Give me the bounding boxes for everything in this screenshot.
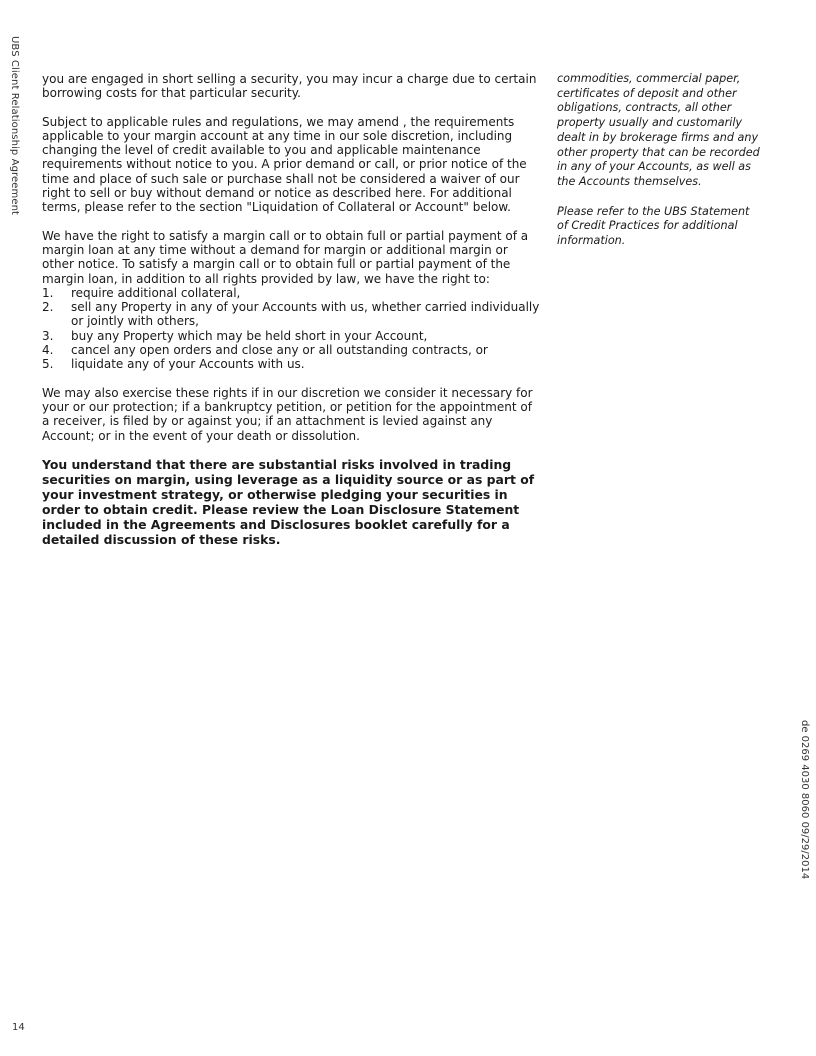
sidebar-note-property: commodities, commercial paper, certificates of deposit and other obligations, contracts, all other property usually and customarily dealt in by brokerage firms and any other property that can be recorded in any of your Accounts, as well as the Accounts themselves.: [557, 72, 760, 188]
list-item: [42, 357, 542, 371]
sidebar-column: [557, 72, 762, 264]
list-item: [42, 343, 542, 357]
sidebar-note-credit-practices: Please refer to the UBS Statement of Credit Practices for additional information.: [557, 204, 750, 248]
list-item: [42, 300, 542, 329]
list-item-number: 3.: [42, 328, 54, 343]
list-item-number: 2.: [42, 300, 54, 315]
paragraph-short-selling: you are engaged in short selling a security, you may incur a charge due to certain borrowing costs for that particular security.: [42, 72, 537, 101]
list-item-text: sell any Property in any of your Accounts with us, whether carried individually or jointly with others,: [71, 300, 540, 329]
page-number: 14: [12, 1022, 25, 1033]
list-item: [42, 286, 542, 300]
rights-list: [42, 286, 542, 372]
list-item-number: 4.: [42, 343, 54, 358]
paragraph-margin-call-rights: We have the right to satisfy a margin call or to obtain full or partial payment of a margin loan at any time without a demand for margin or additional margin or other notice. To satisfy a margin call or to obtain full or partial payment of the margin loan, in addition to all rights provided by law, we have the right to:: [42, 228, 529, 286]
document-code: de 0269 4030 8060 09/29/2014: [799, 720, 810, 880]
paragraph-other-rights: We may also exercise these rights if in our discretion we consider it necessary for your or our protection; if a bankruptcy petition, or petition for the appointment of a receiver, is filed by or against you; if an attachment is levied against any Account; or in the event of your death or dissolution.: [42, 385, 533, 443]
risk-warning: You understand that there are substantial risks involved in trading securities on margin, using leverage as a liquidity source or as part of your investment strategy, or otherwise pledging your securities in order to obtain credit. Please review the Loan Disclosure Statement included in the Agreements and Disclosures booklet carefully for a detailed discussion of these risks.: [42, 456, 535, 547]
main-column: [42, 72, 542, 561]
document-title: UBS Client Relationship Agreement: [9, 36, 20, 216]
paragraph-amend-requirements: Subject to applicable rules and regulations, we may amend , the requirements applicable to your margin account at any time in our sole discretion, including changing the level of credit available to you and applicable maintenance requirements without notice to you. A prior demand or call, or prior notice of the time and place of such sale or purchase shall not be considered a waiver of our right to sell or buy without demand or notice as described here. For additional terms, please refer to the section "Liquidation of Collateral or Account" below.: [42, 114, 527, 215]
list-item-number: 5.: [42, 357, 54, 372]
list-item-number: 1.: [42, 285, 54, 300]
list-item: [42, 329, 542, 343]
list-item-text: buy any Property which may be held short in your Account,: [71, 328, 428, 343]
list-item-text: cancel any open orders and close any or all outstanding contracts, or: [71, 343, 488, 358]
list-item-text: require additional collateral,: [71, 285, 241, 300]
list-item-text: liquidate any of your Accounts with us.: [71, 357, 305, 372]
